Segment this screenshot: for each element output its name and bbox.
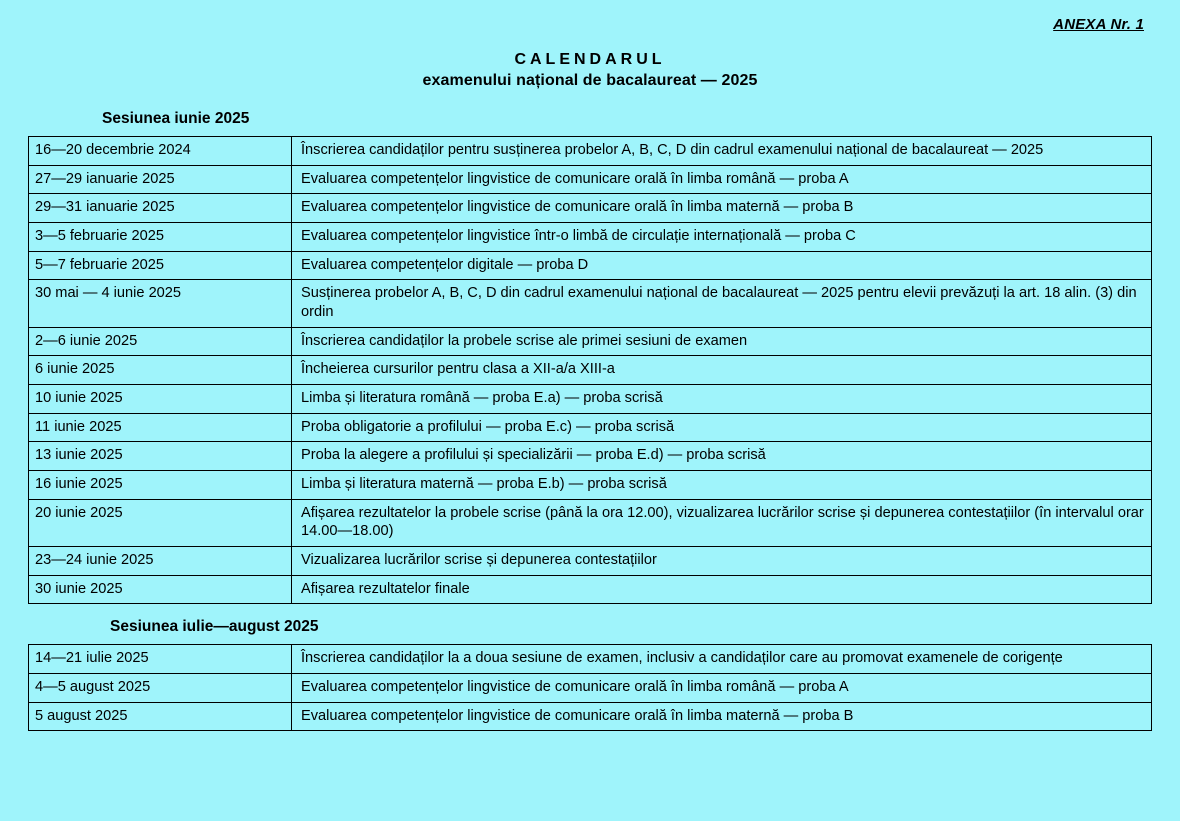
document-title-block (28, 51, 1152, 90)
table-row (29, 165, 1152, 194)
table-row (29, 137, 1152, 166)
table-row (29, 674, 1152, 703)
table-row (29, 327, 1152, 356)
calendar-table-july-august (28, 644, 1152, 731)
table-cell-description: Susținerea probelor A, B, C, D din cadrul examenului național de bacalaureat — 2025 pentru elevii prevăzuți la art. 18 alin. (3) din ordin (292, 280, 1152, 327)
table-row (29, 223, 1152, 252)
table-cell-description: Afișarea rezultatelor la probele scrise (până la ora 12.00), vizualizarea lucrărilor scrise și depunerea contestațiilor (în intervalul orar 14.00—18.00) (292, 499, 1152, 546)
table-cell-date: 30 mai — 4 iunie 2025 (29, 280, 292, 327)
table-row (29, 442, 1152, 471)
table-row (29, 471, 1152, 500)
table-cell-date: 11 iunie 2025 (29, 413, 292, 442)
table-cell-description: Evaluarea competențelor digitale — proba D (292, 251, 1152, 280)
table-cell-date: 10 iunie 2025 (29, 385, 292, 414)
table-cell-description: Proba la alegere a profilului și specializării — proba E.d) — proba scrisă (292, 442, 1152, 471)
table-cell-description: Evaluarea competențelor lingvistice de comunicare orală în limba română — proba A (292, 674, 1152, 703)
table-cell-date: 4—5 august 2025 (29, 674, 292, 703)
table-cell-description: Evaluarea competențelor lingvistice de comunicare orală în limba maternă — proba B (292, 702, 1152, 731)
table-cell-description: Proba obligatorie a profilului — proba E.c) — proba scrisă (292, 413, 1152, 442)
table-row (29, 645, 1152, 674)
table-cell-description: Înscrierea candidaților la a doua sesiune de examen, inclusiv a candidaților care au promovat examenele de corigențe (292, 645, 1152, 674)
table-cell-date: 5—7 februarie 2025 (29, 251, 292, 280)
table-cell-date: 6 iunie 2025 (29, 356, 292, 385)
table-cell-description: Evaluarea competențelor lingvistice de comunicare orală în limba maternă — proba B (292, 194, 1152, 223)
table-cell-date: 14—21 iulie 2025 (29, 645, 292, 674)
table-cell-description: Evaluarea competențelor lingvistice într-o limbă de circulație internațională — proba C (292, 223, 1152, 252)
table-cell-description: Vizualizarea lucrărilor scrise și depunerea contestațiilor (292, 547, 1152, 576)
table-cell-date: 16—20 decembrie 2024 (29, 137, 292, 166)
table-cell-date: 20 iunie 2025 (29, 499, 292, 546)
table-cell-date: 3—5 februarie 2025 (29, 223, 292, 252)
table-cell-date: 5 august 2025 (29, 702, 292, 731)
table-cell-description: Afișarea rezultatelor finale (292, 575, 1152, 604)
table-cell-date: 30 iunie 2025 (29, 575, 292, 604)
page-title: CALENDARUL (514, 51, 666, 68)
table-cell-description: Înscrierea candidaților la probele scrise ale primei sesiuni de examen (292, 327, 1152, 356)
table-cell-date: 16 iunie 2025 (29, 471, 292, 500)
table-row (29, 547, 1152, 576)
table-row (29, 251, 1152, 280)
calendar-table-june (28, 136, 1152, 604)
table-row (29, 280, 1152, 327)
table-row (29, 385, 1152, 414)
table-cell-description: Limba și literatura maternă — proba E.b) — proba scrisă (292, 471, 1152, 500)
table-row (29, 413, 1152, 442)
table-cell-description: Încheierea cursurilor pentru clasa a XII-a/a XIII-a (292, 356, 1152, 385)
page-subtitle: examenului național de bacalaureat — 2025 (422, 72, 758, 89)
table-cell-date: 13 iunie 2025 (29, 442, 292, 471)
table-row (29, 499, 1152, 546)
table-cell-description: Înscrierea candidaților pentru susținerea probelor A, B, C, D din cadrul examenului național de bacalaureat — 2025 (292, 137, 1152, 166)
table-cell-date: 29—31 ianuarie 2025 (29, 194, 292, 223)
table-row (29, 356, 1152, 385)
table-cell-date: 27—29 ianuarie 2025 (29, 165, 292, 194)
table-cell-description: Limba și literatura română — proba E.a) — proba scrisă (292, 385, 1152, 414)
table-cell-description: Evaluarea competențelor lingvistice de comunicare orală în limba română — proba A (292, 165, 1152, 194)
table-row (29, 702, 1152, 731)
session-heading-july-august: Sesiunea iulie—august 2025 (110, 618, 319, 636)
table-row (29, 575, 1152, 604)
annex-label: ANEXA Nr. 1 (1053, 16, 1144, 33)
table-row (29, 194, 1152, 223)
table-cell-date: 23—24 iunie 2025 (29, 547, 292, 576)
session-heading-june: Sesiunea iunie 2025 (102, 110, 250, 127)
table-cell-date: 2—6 iunie 2025 (29, 327, 292, 356)
